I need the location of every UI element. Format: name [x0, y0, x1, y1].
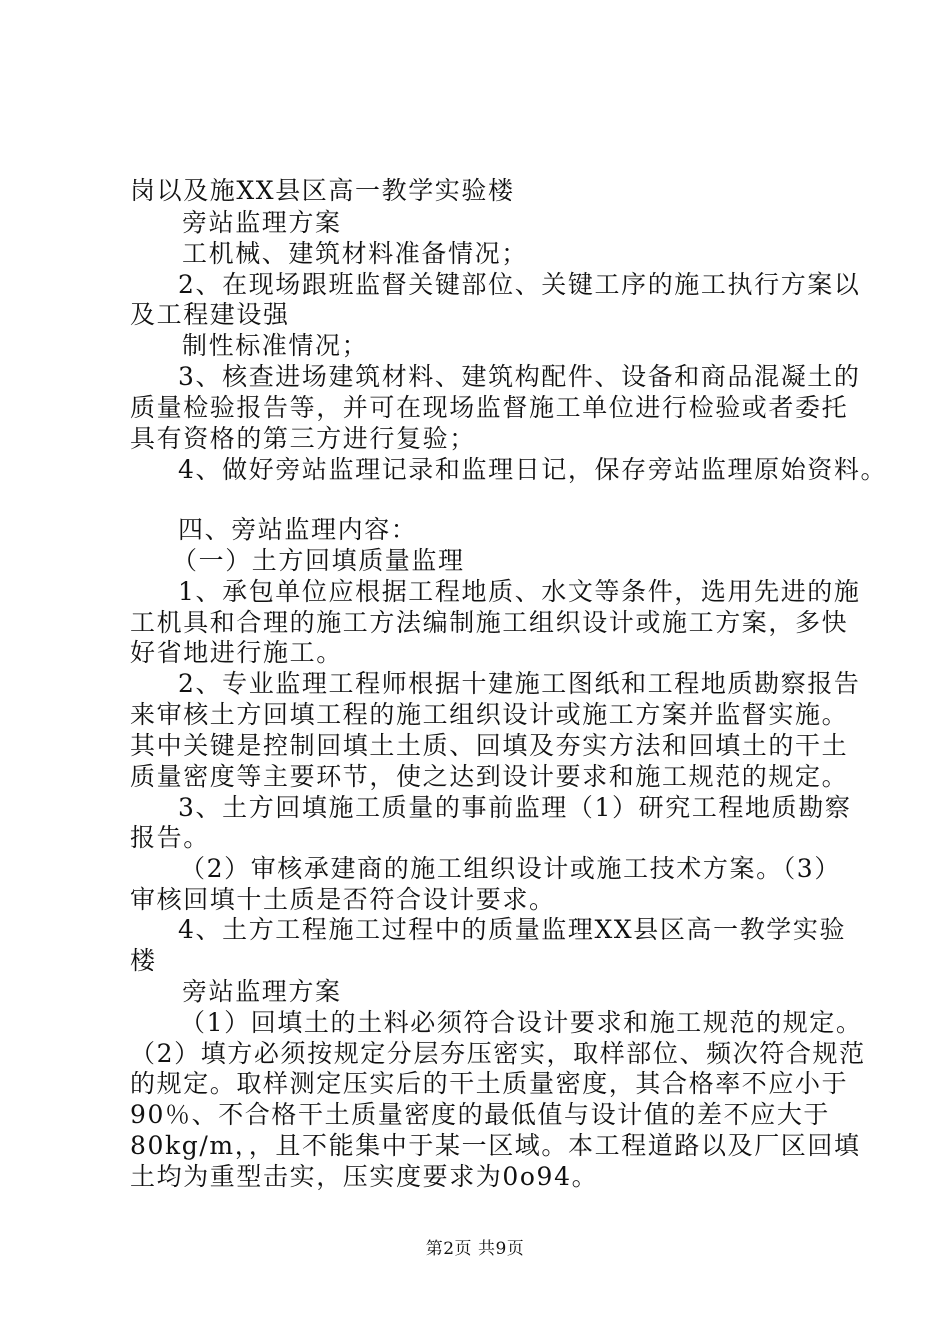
text-line: 楼 [130, 946, 157, 975]
subsection-heading: （一）土方回填质量监理 [172, 546, 465, 575]
text-line: （2）审核承建商的施工组织设计或施工技术方案。（3） [180, 854, 841, 883]
text-line: 质量检验报告等，并可在现场监督施工单位进行检验或者委托 [130, 393, 849, 422]
text-line: （1）回填土的土料必须符合设计要求和施工规范的规定。 [180, 1008, 863, 1037]
text-line: 其中关键是控制回填土土质、回填及夯实方法和回填土的干土 [130, 731, 849, 760]
text-line: 工机械、建筑材料准备情况； [182, 239, 528, 268]
text-line: 90％、不合格干土质量密度的最低值与设计值的差不应大于 [130, 1100, 831, 1129]
text-line: 来审核土方回填工程的施工组织设计或施工方案并监督实施。 [130, 700, 849, 729]
page-footer: 第2页 共9页 [425, 1239, 525, 1259]
text-line: 的规定。取样测定压实后的干土质量密度，其合格率不应小于 [130, 1069, 849, 1098]
text-line: 制性标准情况； [182, 331, 369, 360]
text-line: 工机具和合理的施工方法编制施工组织设计或施工方案，多快 [130, 608, 849, 637]
text-line: 土均为重型击实，压实度要求为0o94。 [130, 1162, 599, 1191]
text-line: 及工程建设强 [130, 300, 290, 329]
text-line: 2、专业监理工程师根据十建施工图纸和工程地质勘察报告 [178, 669, 861, 698]
text-line: 2、在现场跟班监督关键部位、关键工序的施工执行方案以 [178, 270, 861, 299]
text-line: 报告。 [130, 823, 210, 852]
text-line: 4、土方工程施工过程中的质量监理XX县区高一教学实验 [178, 915, 847, 944]
text-line: 具有资格的第三方进行复验； [130, 424, 476, 453]
text-line: 80kg/m，，且不能集中于某一区域。本工程道路以及厂区回填 [130, 1131, 861, 1160]
text-line: 好省地进行施工。 [130, 638, 343, 667]
text-line: 审核回填十土质是否符合设计要求。 [130, 885, 556, 914]
text-line: 岗以及施XX县区高一教学实验楼 [130, 176, 515, 205]
text-line: 4、做好旁站监理记录和监理日记，保存旁站监理原始资料。 [178, 455, 888, 484]
text-line: 旁站监理方案 [182, 208, 342, 237]
text-line: 3、土方回填施工质量的事前监理（1）研究工程地质勘察 [178, 793, 852, 822]
text-line: （2）填方必须按规定分层夯压密实，取样部位、频次符合规范 [130, 1039, 866, 1068]
text-line: 旁站监理方案 [182, 977, 342, 1006]
section-heading: 四、旁站监理内容： [178, 515, 418, 544]
text-line: 1、承包单位应根据工程地质、水文等条件，选用先进的施 [178, 577, 861, 606]
text-line: 质量密度等主要环节，使之达到设计要求和施工规范的规定。 [130, 762, 849, 791]
text-line: 3、核查进场建筑材料、建筑构配件、设备和商品混凝土的 [178, 362, 861, 391]
